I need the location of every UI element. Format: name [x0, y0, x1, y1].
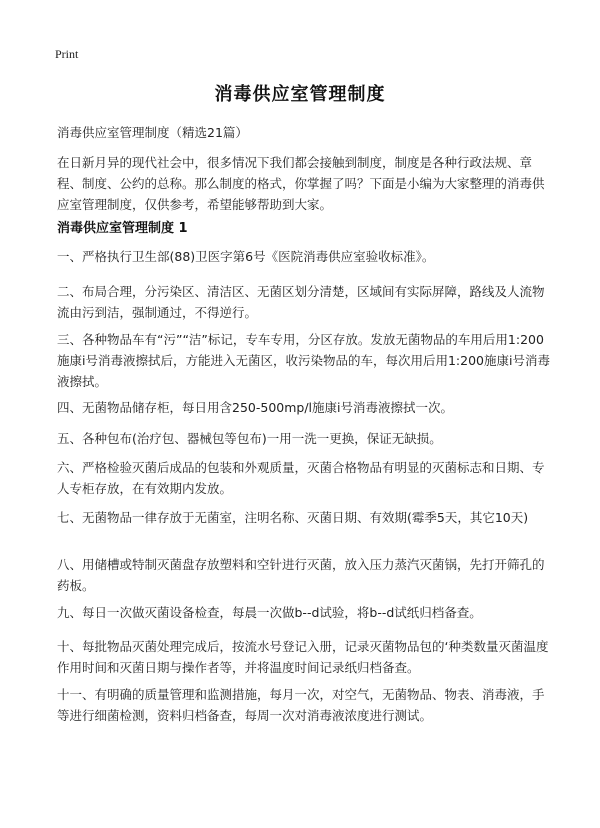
list-item: 十一、有明确的质量管理和监测措施，每月一次，对空气，无菌物品、物表、消毒液，手等进行细菌检测，资料归档备查，每周一次对消毒液浓度进行测试。: [57, 687, 545, 723]
list-item: 八、用储槽或特制灭菌盘存放塑料和空针进行灭菌，放入压力蒸汽灭菌锅，先打开筛孔的药板。: [57, 557, 545, 593]
list-item: 六、严格检验灭菌后成品的包装和外观质量，灭菌合格物品有明显的灭菌标志和日期、专人专柜存放，在有效期内发放。: [57, 460, 545, 496]
list-item: 五、各种包布(治疗包、器械包等包布)一用一洗一更换，保证无缺损。: [57, 431, 442, 446]
list-item: 二、布局合理，分污染区、清洁区、无菌区划分清楚，区域间有实际屏障，路线及人流物流由污到洁，强制通过，不得逆行。: [57, 284, 545, 320]
list-item: 七、无菌物品一律存放于无菌室，注明名称、灭菌日期、有效期(霉季5天，其它10天): [57, 510, 529, 525]
intro-paragraph: 在日新月异的现代社会中，很多情况下我们都会接触到制度，制度是各种行政法规、章程、制度、公约的总称。那么制度的格式，你掌握了吗？下面是小编为大家整理的消毒供应室管理制度，仅供参考，希望能够帮助到大家。: [57, 155, 545, 212]
section-heading: 消毒供应室管理制度 1: [57, 221, 188, 236]
list-item: 九、每日一次做灭菌设备检查，每晨一次做b--d试验，将b--d试纸归档备查。: [57, 605, 482, 620]
print-label[interactable]: Print: [55, 47, 79, 61]
list-item: 十、每批物品灭菌处理完成后，按流水号登记入册，记录灭菌物品包的‘种类数量灭菌温度作用时间和灭菌日期与操作者等，并将温度时间记录纸归档备查。: [57, 639, 549, 675]
list-item: 一、严格执行卫生部(88)卫医字第6号《医院消毒供应室验收标准》。: [57, 249, 435, 264]
list-item: 四、无菌物品储存柜，每日用含250-500mp/l施康i号消毒液擦拭一次。: [57, 400, 453, 415]
document-title: 消毒供应室管理制度: [214, 84, 386, 105]
list-item: 三、各种物品车有“污”“洁”标记，专车专用，分区存放。发放无菌物品的车用后用1:200施康i号消毒液擦拭后，方能进入无菌区，收污染物品的车，每次用后用1:200施康i号消毒液擦拭。: [57, 332, 550, 389]
document-subtitle: 消毒供应室管理制度（精选21篇）: [57, 125, 248, 140]
